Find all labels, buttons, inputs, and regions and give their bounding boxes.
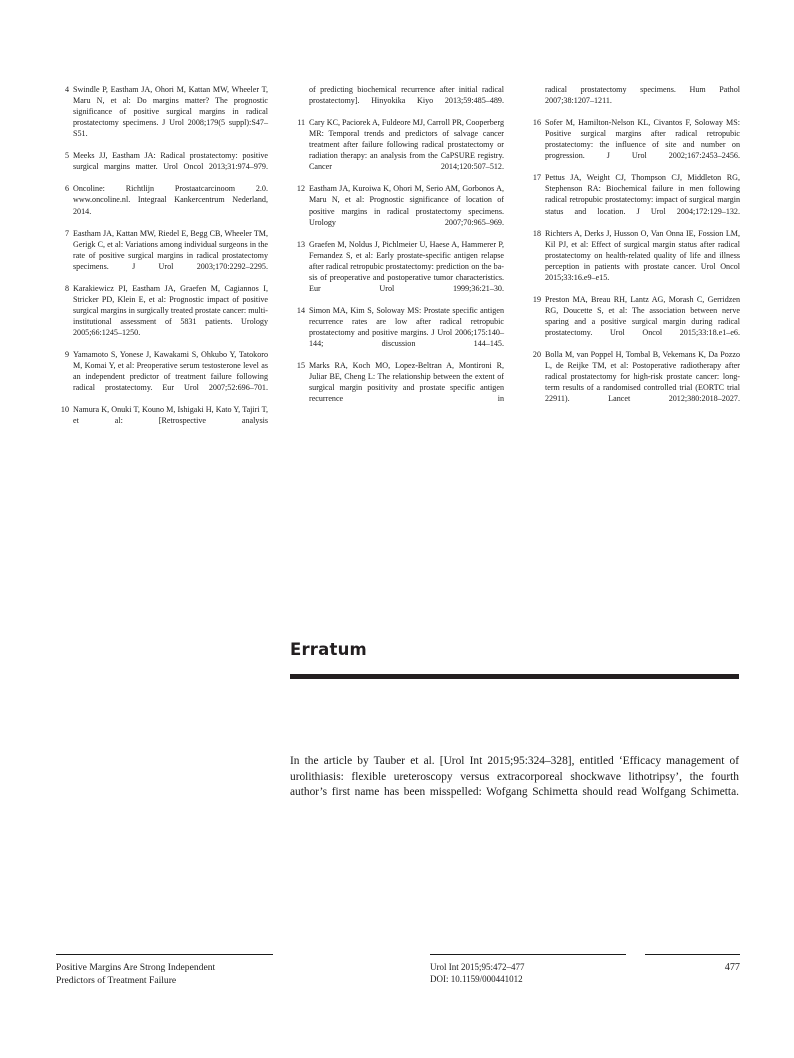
- reference-text: Karakiewicz PI, Eastham JA, Graefen M, Cagiannos I, Stricker PD, Klein E, et al: Prognostic impact of positive surgical margins in surgically treated prostate cancer: multi-institutional assessment of 5831 patients. Urology 2005;66:1245–1250.: [73, 283, 268, 338]
- page-number: 477: [724, 962, 740, 973]
- reference-number: 10: [60, 405, 69, 415]
- reference-item: [56, 228, 268, 283]
- reference-number: 16: [532, 118, 541, 128]
- reference-item: [56, 283, 268, 349]
- reference-number: 20: [532, 350, 541, 360]
- erratum-divider: [290, 674, 739, 679]
- erratum-section: [290, 640, 739, 679]
- reference-number: 18: [532, 228, 541, 238]
- reference-number: 12: [296, 184, 305, 194]
- reference-item: [56, 84, 268, 150]
- reference-item: [528, 228, 740, 294]
- reference-item: [528, 117, 740, 172]
- footer-page-number-container: [645, 954, 740, 974]
- reference-item: [56, 349, 268, 404]
- reference-text: Eastham JA, Kattan MW, Riedel E, Begg CB, Wheeler TM, Gerigk C, et al: Variations among individual surgeons in the rate of positive surgical margins in radical prostatectomy specimens. J Urol 2003;170:2292–2295.: [73, 228, 268, 271]
- reference-item: [528, 294, 740, 349]
- reference-text: Swindle P, Eastham JA, Ohori M, Kattan MW, Wheeler T, Maru N, et al: Do margins matter? The prognostic significance of positive surgical margins in radical prostatectomy specimens. J Urol 2008;179(5 suppl):S47–S51.: [73, 85, 268, 139]
- reference-text: Simon MA, Kim S, Soloway MS: Prostate specific antigen recurrence rates are low after radical retropubic prostatectomy and positive margins. J Urol 2006;175:140–144; discussion 144–145.: [309, 305, 504, 349]
- reference-item: [292, 117, 504, 183]
- reference-number: 15: [296, 361, 305, 371]
- reference-text: Marks RA, Koch MO, Lopez-Beltran A, Montironi R, Juliar BE, Cheng L: The relationship between the extent of surgical margin positivity and prostate specific antigen recurrence in: [309, 361, 504, 404]
- reference-number: 9: [64, 350, 69, 360]
- reference-item: [56, 404, 268, 437]
- reference-item: [528, 349, 740, 415]
- reference-number: 8: [64, 283, 69, 293]
- reference-text: Preston MA, Breau RH, Lantz AG, Morash C, Gerridzen RG, Doucette S, et al: The association between nerve sparing and a positive surgical margin during radical prostatectomy. Urol Oncol 2015;33:18.e1–e6.: [545, 294, 740, 338]
- reference-item: [56, 183, 268, 227]
- reference-item: [56, 150, 268, 183]
- footer-citation-text: Urol Int 2015;95:472–477: [430, 962, 525, 972]
- reference-text: Richters A, Derks J, Husson O, Van Onna IE, Fossion LM, Kil PJ, et al: Effect of surgical margin status after radical prostatectomy on health-related quality of life and illness perception in patients with prostate cancer. Urol Oncol 2015;33:16.e9–e15.: [545, 228, 740, 282]
- references-column-3: [528, 84, 740, 415]
- references-section: [56, 84, 740, 438]
- erratum-body-text: In the article by Tauber et al. [Urol Int 2015;95:324–328], entitled ‘Efficacy management of urolithiasis: flexible ureteroscopy versus extracorporeal shockwave lithotripsy’, the fourth author’s first name has been misspelled: Wofgang Schimetta should read Wolfgang Schimetta.: [290, 755, 739, 799]
- page-footer: [0, 950, 794, 1010]
- reference-number: 7: [64, 228, 69, 238]
- reference-item: [292, 305, 504, 360]
- reference-number: 4: [64, 85, 69, 94]
- reference-text: Namura K, Onuki T, Kouno M, Ishigaki H, Kato Y, Tajiri T, et al: [Retrospective analysis: [73, 405, 268, 426]
- reference-text: Yamamoto S, Yonese J, Kawakami S, Ohkubo Y, Tatokoro M, Komai Y, et al: Preoperative serum testosterone level as an independent predictor of treatment failure following radical prostatectomy. Eur Urol 2007;52:696–701.: [73, 350, 268, 393]
- references-column-2: [292, 84, 504, 415]
- reference-number: 17: [532, 173, 541, 183]
- reference-number: 6: [64, 184, 69, 194]
- reference-continuation: radical prostatectomy specimens. Hum Pathol 2007;38:1207–1211.: [545, 85, 740, 106]
- reference-number: 11: [297, 118, 305, 128]
- footer-running-title-line2: Predictors of Treatment Failure: [56, 975, 177, 987]
- reference-number: 19: [532, 294, 541, 304]
- reference-number: 5: [64, 151, 69, 161]
- reference-continuation: of predicting biochemical recurrence after initial radical prostatectomy]. Hinyokika Kiyo 2013;59:485–489.: [309, 85, 504, 106]
- reference-text: Pettus JA, Weight CJ, Thompson CJ, Middleton RG, Stephenson RA: Biochemical failure in men following radical retropubic prostatectomy: impact of surgical margin status and location. J Urol 2004;172:129–132.: [545, 173, 740, 216]
- reference-number: 13: [296, 239, 305, 249]
- erratum-heading: Erratum: [290, 640, 367, 659]
- reference-item: [292, 360, 504, 415]
- reference-text: Oncoline: Richtlijn Prostaatcarcinoom 2.0. www.oncoline.nl. Integraal Kankercentrum Nederland, 2014.: [73, 184, 268, 216]
- reference-text: Cary KC, Paciorek A, Fuldeore MJ, Carroll PR, Cooperberg MR: Temporal trends and predictors of salvage cancer treatment after failure following radical prostatectomy or radiation therapy: an analysis from the CaPSURE registry. Cancer 2014;120:507–512.: [309, 118, 504, 172]
- reference-item: [292, 239, 504, 305]
- footer-citation: [430, 954, 626, 986]
- reference-text: Sofer M, Hamilton-Nelson KL, Civantos F, Soloway MS: Positive surgical margins after radical retropubic prostatectomy: the influence of site and number on progression. J Urol 2002;167:2453–2456.: [545, 118, 740, 161]
- reference-text: Bolla M, van Poppel H, Tombal B, Vekemans K, Da Pozzo L, de Reijke TM, et al: Postoperative radiotherapy after radical prostatectomy for high-risk prostate cancer: long-term results of a randomised controlled trial (EORTC trial 22911). Lancet 2012;380:2018–2027.: [545, 350, 740, 404]
- reference-number: 14: [296, 305, 305, 315]
- reference-item: [292, 183, 504, 238]
- reference-text: Graefen M, Noldus J, Pichlmeier U, Haese A, Hammerer P, Fernandez S, et al: Early prostate-specific antigen relapse after radical retropubic prostatectomy: prediction on the basis of preoperative and postoperative tumor characteristics. Eur Urol 1999;36:21–30.: [309, 239, 504, 293]
- footer-running-title: [56, 954, 273, 987]
- reference-item: [528, 172, 740, 227]
- reference-text: Meeks JJ, Eastham JA: Radical prostatectomy: positive surgical margins matter. Urol Oncol 2013;31:974–979.: [73, 151, 268, 172]
- reference-text: Eastham JA, Kuroiwa K, Ohori M, Serio AM, Gorbonos A, Maru N, et al: Prognostic significance of location of positive margins in radical prostatectomy specimens. Urology 2007;70:965–969.: [309, 184, 504, 227]
- references-column-1: [56, 84, 268, 438]
- footer-running-title-line1: Positive Margins Are Strong Independent: [56, 962, 216, 973]
- footer-doi[interactable]: DOI: 10.1159/000441012: [430, 974, 523, 985]
